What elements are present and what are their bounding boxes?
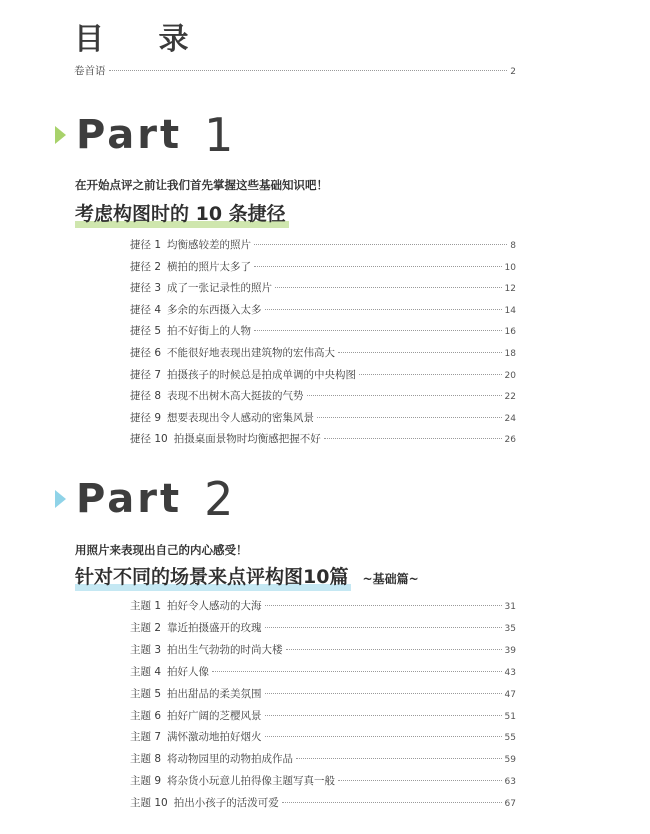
- toc-page: 51: [504, 711, 516, 722]
- toc-page: 16: [504, 327, 516, 338]
- toc-entry[interactable]: [130, 664, 516, 680]
- toc-entry[interactable]: [130, 729, 516, 745]
- leader-dots: [265, 309, 502, 310]
- part2-header: [55, 474, 233, 524]
- toc-number: 主题 3: [130, 643, 162, 656]
- leader-dots: [317, 417, 502, 418]
- toc-title: 拍好令人感动的大海: [167, 600, 262, 612]
- toc-page: 14: [504, 305, 516, 316]
- part2-heading-sub: ~基础篇~: [362, 572, 419, 586]
- toc-page: 31: [504, 602, 516, 612]
- toc-title: 多余的东西摄入太多: [167, 303, 262, 316]
- part2-lead: 用照片来表现出自己的内心感受！: [75, 543, 248, 557]
- toc-page: 12: [504, 284, 516, 295]
- leader-dots: [307, 395, 502, 396]
- toc-number: 捷径 5: [130, 325, 162, 338]
- part1-heading-text: 考虑构图时的 10 条捷径: [75, 203, 286, 225]
- part-number: 1: [204, 108, 234, 162]
- toc-number: 捷径 7: [130, 368, 162, 381]
- toc-page: 43: [504, 667, 516, 678]
- toc-page: 2: [510, 67, 516, 77]
- toc-entry[interactable]: [130, 795, 516, 811]
- leader-dots: [275, 287, 502, 288]
- leader-dots: [265, 605, 502, 606]
- toc-entry[interactable]: [130, 302, 516, 318]
- toc-page: 67: [504, 799, 516, 810]
- toc-number: 主题 10: [130, 797, 168, 810]
- toc-number: 主题 5: [130, 687, 162, 700]
- leader-dots: [296, 758, 502, 759]
- toc-title: 拍好人像: [167, 665, 210, 678]
- part-word: Part: [76, 112, 183, 158]
- toc-title: 满怀激动地拍好烟火: [167, 731, 262, 744]
- toc-title: 不能很好地表现出建筑物的宏伟高大: [167, 347, 336, 359]
- toc-number: 捷径 6: [130, 347, 162, 359]
- toc-page: 20: [504, 370, 516, 381]
- toc-entry[interactable]: [130, 280, 516, 296]
- toc-page: 22: [504, 392, 516, 403]
- toc-entry[interactable]: [130, 686, 516, 702]
- toc-number: 主题 7: [130, 731, 162, 744]
- leader-dots: [254, 330, 502, 331]
- toc-number: 主题 8: [130, 753, 162, 766]
- page-title: 目 录: [74, 22, 211, 57]
- leader-dots: [254, 266, 502, 267]
- toc-entry[interactable]: [130, 598, 516, 614]
- leader-dots: [265, 627, 502, 628]
- part1-lead: 在开始点评之前让我们首先掌握这些基础知识吧！: [75, 178, 328, 192]
- toc-title: 拍摄桌面景物时均衡感把握不好: [173, 433, 321, 446]
- part2-heading-wrap: [75, 562, 419, 590]
- toc-number: 捷径 3: [130, 282, 162, 295]
- leader-dots: [109, 70, 508, 71]
- toc-entry[interactable]: [130, 431, 516, 447]
- toc-entry[interactable]: [130, 388, 516, 404]
- toc-number: 主题 4: [130, 665, 162, 678]
- toc-page: 59: [504, 755, 516, 766]
- leader-dots: [338, 352, 502, 353]
- toc-page: 55: [504, 733, 516, 744]
- toc-entry[interactable]: [130, 708, 516, 724]
- toc-number: 主题 9: [130, 775, 162, 788]
- toc-page: 8: [510, 241, 516, 251]
- toc-number: 捷径 1: [130, 239, 162, 251]
- toc-number: 主题 6: [130, 709, 162, 722]
- part2-heading: [75, 562, 351, 590]
- part1-header: [55, 110, 233, 160]
- leader-dots: [265, 715, 502, 716]
- part1-heading: [75, 199, 289, 227]
- toc-title: 均衡感较差的照片: [167, 239, 252, 251]
- toc-title: 想要表现出令人感动的密集风景: [167, 411, 315, 424]
- toc-entry[interactable]: [130, 773, 516, 789]
- toc-title: 拍出小孩子的活泼可爱: [173, 797, 279, 810]
- toc-title: 拍出甜品的柔美氛围: [167, 687, 262, 700]
- part2-heading-text: 针对不同的场景来点评构图10篇: [75, 566, 349, 588]
- toc-title: 拍不好街上的人物: [167, 325, 252, 338]
- toc-entry[interactable]: [130, 345, 516, 361]
- toc-page: 26: [504, 435, 516, 446]
- toc-number: 捷径 8: [130, 390, 162, 403]
- part-word: Part: [76, 476, 183, 522]
- toc-entry[interactable]: [130, 642, 516, 658]
- toc-page: 10: [504, 262, 516, 273]
- part-number: 2: [204, 472, 234, 526]
- toc-entry[interactable]: [130, 259, 516, 275]
- toc-number: 捷径 9: [130, 411, 162, 424]
- leader-dots: [212, 671, 502, 672]
- toc-entry[interactable]: [130, 620, 516, 636]
- leader-dots: [265, 693, 502, 694]
- toc-title: 拍摄孩子的时候总是拍成单调的中央构图: [167, 368, 357, 381]
- leader-dots: [324, 438, 502, 439]
- toc-title: 卷首语: [74, 65, 106, 77]
- leader-dots: [282, 802, 502, 803]
- toc-title: 成了一张记录性的照片: [167, 282, 273, 295]
- toc-number: 主题 1: [130, 600, 162, 612]
- toc-number: 捷径 2: [130, 260, 162, 273]
- leader-dots: [338, 780, 502, 781]
- toc-title: 表现不出树木高大挺拔的气势: [167, 390, 304, 403]
- toc-number: 捷径 4: [130, 303, 162, 316]
- toc-page: 47: [504, 689, 516, 700]
- toc-title: 将杂货小玩意儿拍得像主题写真一般: [167, 775, 336, 788]
- toc-entry[interactable]: [130, 237, 516, 253]
- leader-dots: [359, 374, 502, 375]
- toc-entry[interactable]: [130, 367, 516, 383]
- toc-entry[interactable]: [130, 751, 516, 767]
- toc-page: 63: [504, 777, 516, 788]
- leader-dots: [265, 736, 502, 737]
- toc-page: 39: [504, 645, 516, 656]
- toc-page: 24: [504, 413, 516, 424]
- toc-entry-preface[interactable]: [74, 63, 516, 79]
- toc-title: 拍出生气勃勃的时尚大楼: [167, 643, 283, 656]
- toc-entry[interactable]: [130, 410, 516, 426]
- toc-number: 主题 2: [130, 621, 162, 634]
- leader-dots: [254, 244, 507, 245]
- toc-number: 捷径 10: [130, 433, 168, 446]
- toc-title: 靠近拍摄盛开的玫瑰: [167, 621, 262, 634]
- triangle-arrow-icon: [55, 126, 66, 144]
- toc-title: 将动物园里的动物拍成作品: [167, 753, 294, 766]
- leader-dots: [286, 649, 502, 650]
- toc-page: 18: [504, 349, 516, 359]
- part1-heading-wrap: [75, 199, 289, 227]
- toc-entry[interactable]: [130, 323, 516, 339]
- toc-title: 横拍的照片太多了: [167, 260, 252, 273]
- toc-page: 35: [504, 623, 516, 634]
- toc-title: 拍好广阔的芝樱风景: [167, 709, 262, 722]
- triangle-arrow-icon: [55, 490, 66, 508]
